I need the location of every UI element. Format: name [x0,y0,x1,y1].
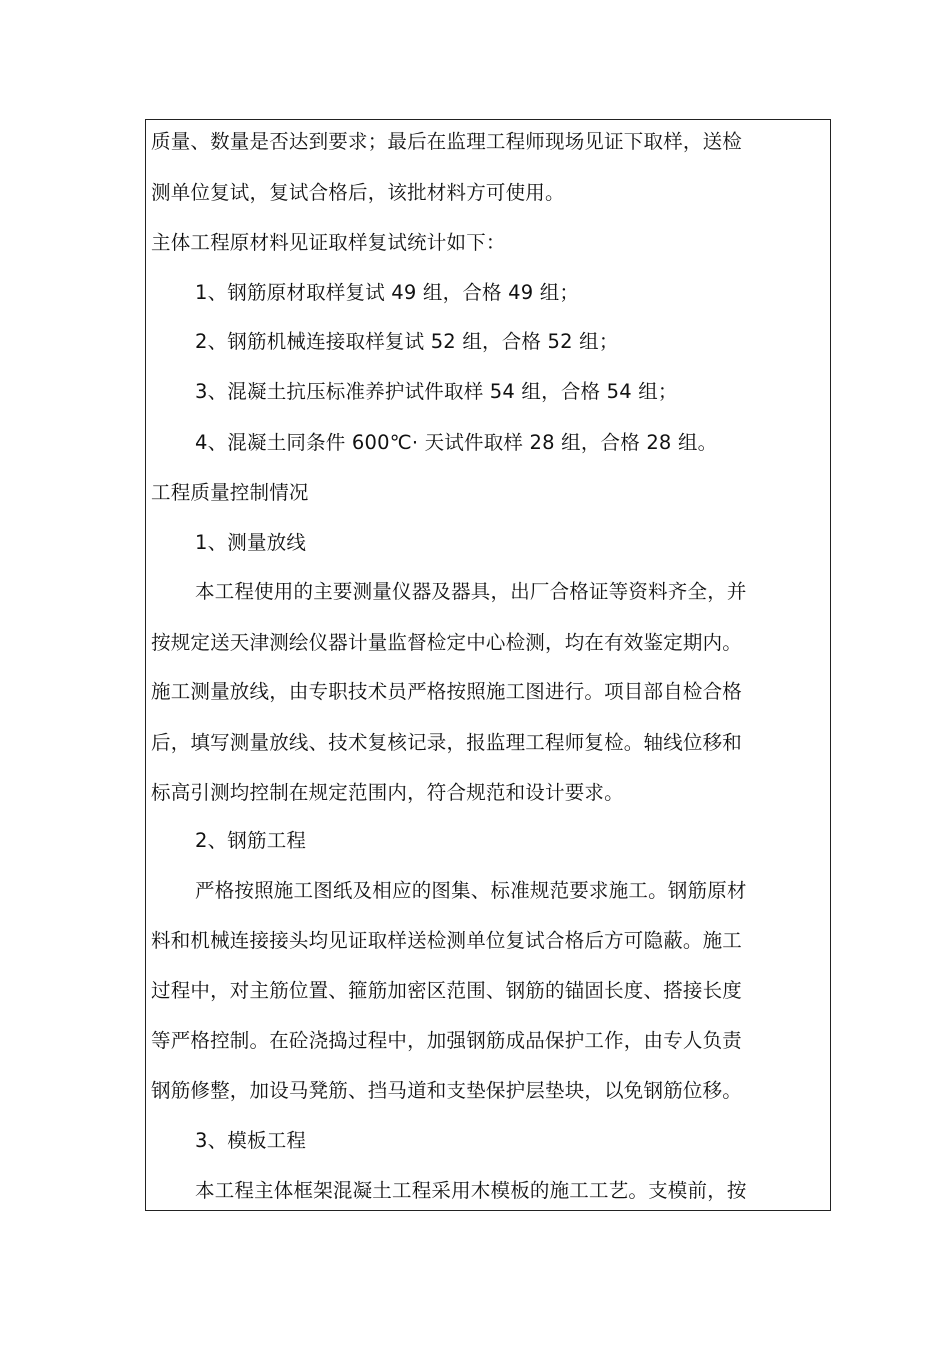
list-item: 3、混凝土抗压标准养护试件取样 54 组，合格 54 组； [195,380,678,403]
subsection-heading: 1、测量放线 [195,531,307,554]
subsection-heading: 2、钢筋工程 [195,829,307,852]
section-heading: 工程质量控制情况 [151,481,309,504]
text-line: 本工程使用的主要测量仪器及器具，出厂合格证等资料齐全，并 [195,580,747,603]
text-line: 过程中，对主筋位置、箍筋加密区范围、钢筋的锚固长度、搭接长度 [151,979,743,1002]
text-line: 施工测量放线，由专职技术员严格按照施工图进行。项目部自检合格 [151,680,743,703]
text-line: 测单位复试，复试合格后，该批材料方可使用。 [151,181,565,204]
list-item: 4、混凝土同条件 600℃· 天试件取样 28 组，合格 28 组。 [195,431,718,454]
text-line: 严格按照施工图纸及相应的图集、标准规范要求施工。钢筋原材 [195,879,747,902]
text-line: 主体工程原材料见证取样复试统计如下： [151,231,506,254]
text-line: 本工程主体框架混凝土工程采用木模板的施工工艺。支模前，按 [195,1179,747,1202]
text-line: 按规定送天津测绘仪器计量监督检定中心检测，均在有效鉴定期内。 [151,631,743,654]
list-item: 2、钢筋机械连接取样复试 52 组，合格 52 组； [195,330,619,353]
subsection-heading: 3、模板工程 [195,1129,307,1152]
text-line: 等严格控制。在砼浇捣过程中，加强钢筋成品保护工作，由专人负责 [151,1029,743,1052]
list-item: 1、钢筋原材取样复试 49 组，合格 49 组； [195,281,580,304]
text-line: 后，填写测量放线、技术复核记录，报监理工程师复检。轴线位移和 [151,731,743,754]
text-line: 标高引测均控制在规定范围内，符合规范和设计要求。 [151,781,624,804]
text-line: 料和机械连接接头均见证取样送检测单位复试合格后方可隐蔽。施工 [151,929,743,952]
text-line: 质量、数量是否达到要求；最后在监理工程师现场见证下取样，送检 [151,130,743,153]
text-line: 钢筋修整，加设马凳筋、挡马道和支垫保护层垫块，以免钢筋位移。 [151,1079,743,1102]
